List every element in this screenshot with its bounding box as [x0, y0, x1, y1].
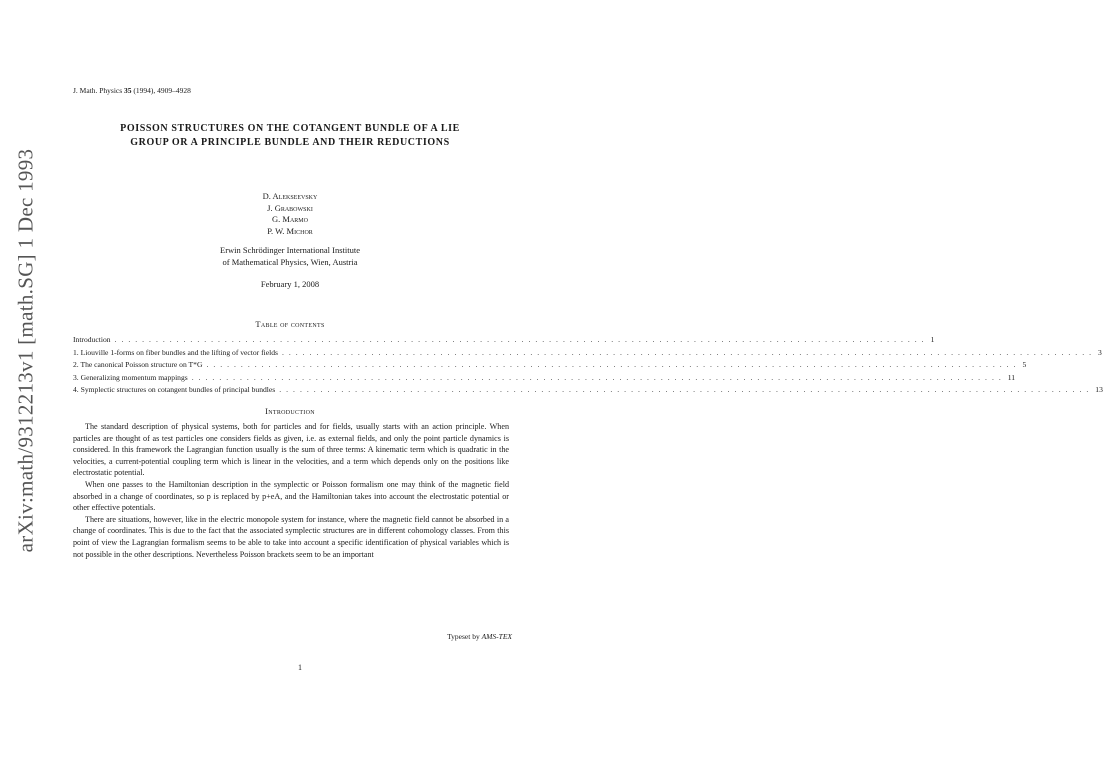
author: J. Grabowski — [267, 202, 313, 213]
paragraph: When one passes to the Hamiltonian description in the symplectic or Poisson formalism one may think of the magnetic field absorbed in a change of coordinates, so p is replaced by p+eA, and the Hamiltonian takes into account the electrostatic potential or other effective potentials. — [73, 479, 509, 513]
typeset-system: AMS-TEX — [481, 632, 512, 641]
page-number: 1 — [298, 663, 302, 672]
author: G. Marmo — [272, 214, 308, 224]
toc-leader-dots: ...................................................................................................................... — [279, 385, 1094, 394]
toc-entry-page: 1 — [930, 335, 935, 344]
toc-entry-label: 1. Liouville 1-forms on fiber bundles and the lifting of vector fields — [73, 347, 278, 357]
author-list — [140, 191, 440, 237]
toc-entry-page: 13 — [1095, 385, 1103, 394]
toc-entry-page: 11 — [1007, 372, 1016, 382]
typeset-note — [447, 632, 512, 641]
arxiv-stamp — [6, 150, 46, 550]
toc-entry-label: 3. Generalizing momentum mappings — [73, 372, 188, 382]
paper-title: POISSON STRUCTURES ON THE COTANGENT BUNDLE OF A LIE GROUP OR A PRINCIPLE BUNDLE AND THEIR REDUCTIONS — [120, 123, 460, 148]
toc-heading: Table of contents — [255, 319, 325, 329]
table-of-contents — [73, 335, 1103, 398]
toc-entry[interactable] — [73, 347, 1102, 361]
toc-entry-label: 2. The canonical Poisson structure on T*G — [73, 360, 203, 369]
toc-entry[interactable] — [73, 360, 1027, 373]
toc-entry[interactable] — [73, 372, 1016, 386]
toc-entry-page: 3 — [1098, 347, 1102, 357]
author: D. Alekseevsky — [262, 191, 318, 201]
section-heading-introduction: Introduction — [265, 406, 315, 416]
toc-entry-page: 5 — [1022, 360, 1027, 369]
affiliation-line: Erwin Schrödinger International Institute — [220, 245, 360, 255]
typeset-prefix: Typeset by — [447, 632, 480, 641]
journal-reference — [73, 86, 191, 95]
paragraph: There are situations, however, like in the electric monopole system for instance, where the magnetic field cannot be absorbed in a change of coordinates. This is due to the fact that the associated symplectic structures are in different cohomology classes. From this point of view the Lagrangian formalism seems to be able to take into account a specific identification of physical variables which is not possible in the other descriptions. Nevertheless Poisson brackets seem to be an important — [73, 514, 509, 559]
toc-entry[interactable] — [73, 335, 935, 348]
introduction-body — [73, 421, 509, 560]
arxiv-identifier: arXiv:math/9312213v1 [math.SG] 1 Dec 1993 — [13, 148, 38, 552]
paper-date: February 1, 2008 — [260, 279, 320, 289]
toc-entry-label: 4. Symplectic structures on cotangent bundles of principal bundles — [73, 385, 276, 394]
author: P. W. Michor — [267, 225, 313, 236]
toc-leader-dots: ...................................................................................................................... — [281, 347, 1096, 357]
affiliation-line: of Mathematical Physics, Wien, Austria — [222, 257, 358, 267]
toc-entry[interactable] — [73, 385, 1103, 398]
paragraph: The standard description of physical systems, both for particles and for fields, usually starts with an action principle. When particles are thought of as test particles one considers fields as given, i.e. as external fields, and only the point particle dynamics is considered. In this framework the Lagrangian function usually is the sum of three terms: A kinematic term which is quadratic in the velocities, a current-potential coupling term which is linear in the velocities, and a term which depends only on the positions like electrostatic potential. — [73, 422, 509, 478]
toc-leader-dots: ...................................................................................................................... — [191, 372, 1006, 382]
journal-volume: 35 — [124, 86, 132, 95]
toc-leader-dots: ...................................................................................................................... — [114, 335, 929, 344]
affiliation — [120, 244, 460, 268]
toc-entry-label: Introduction — [73, 335, 111, 344]
toc-leader-dots: ...................................................................................................................... — [206, 360, 1021, 369]
journal-suffix: (1994), 4909–4928 — [133, 86, 191, 95]
journal-prefix: J. Math. Physics — [73, 86, 123, 95]
